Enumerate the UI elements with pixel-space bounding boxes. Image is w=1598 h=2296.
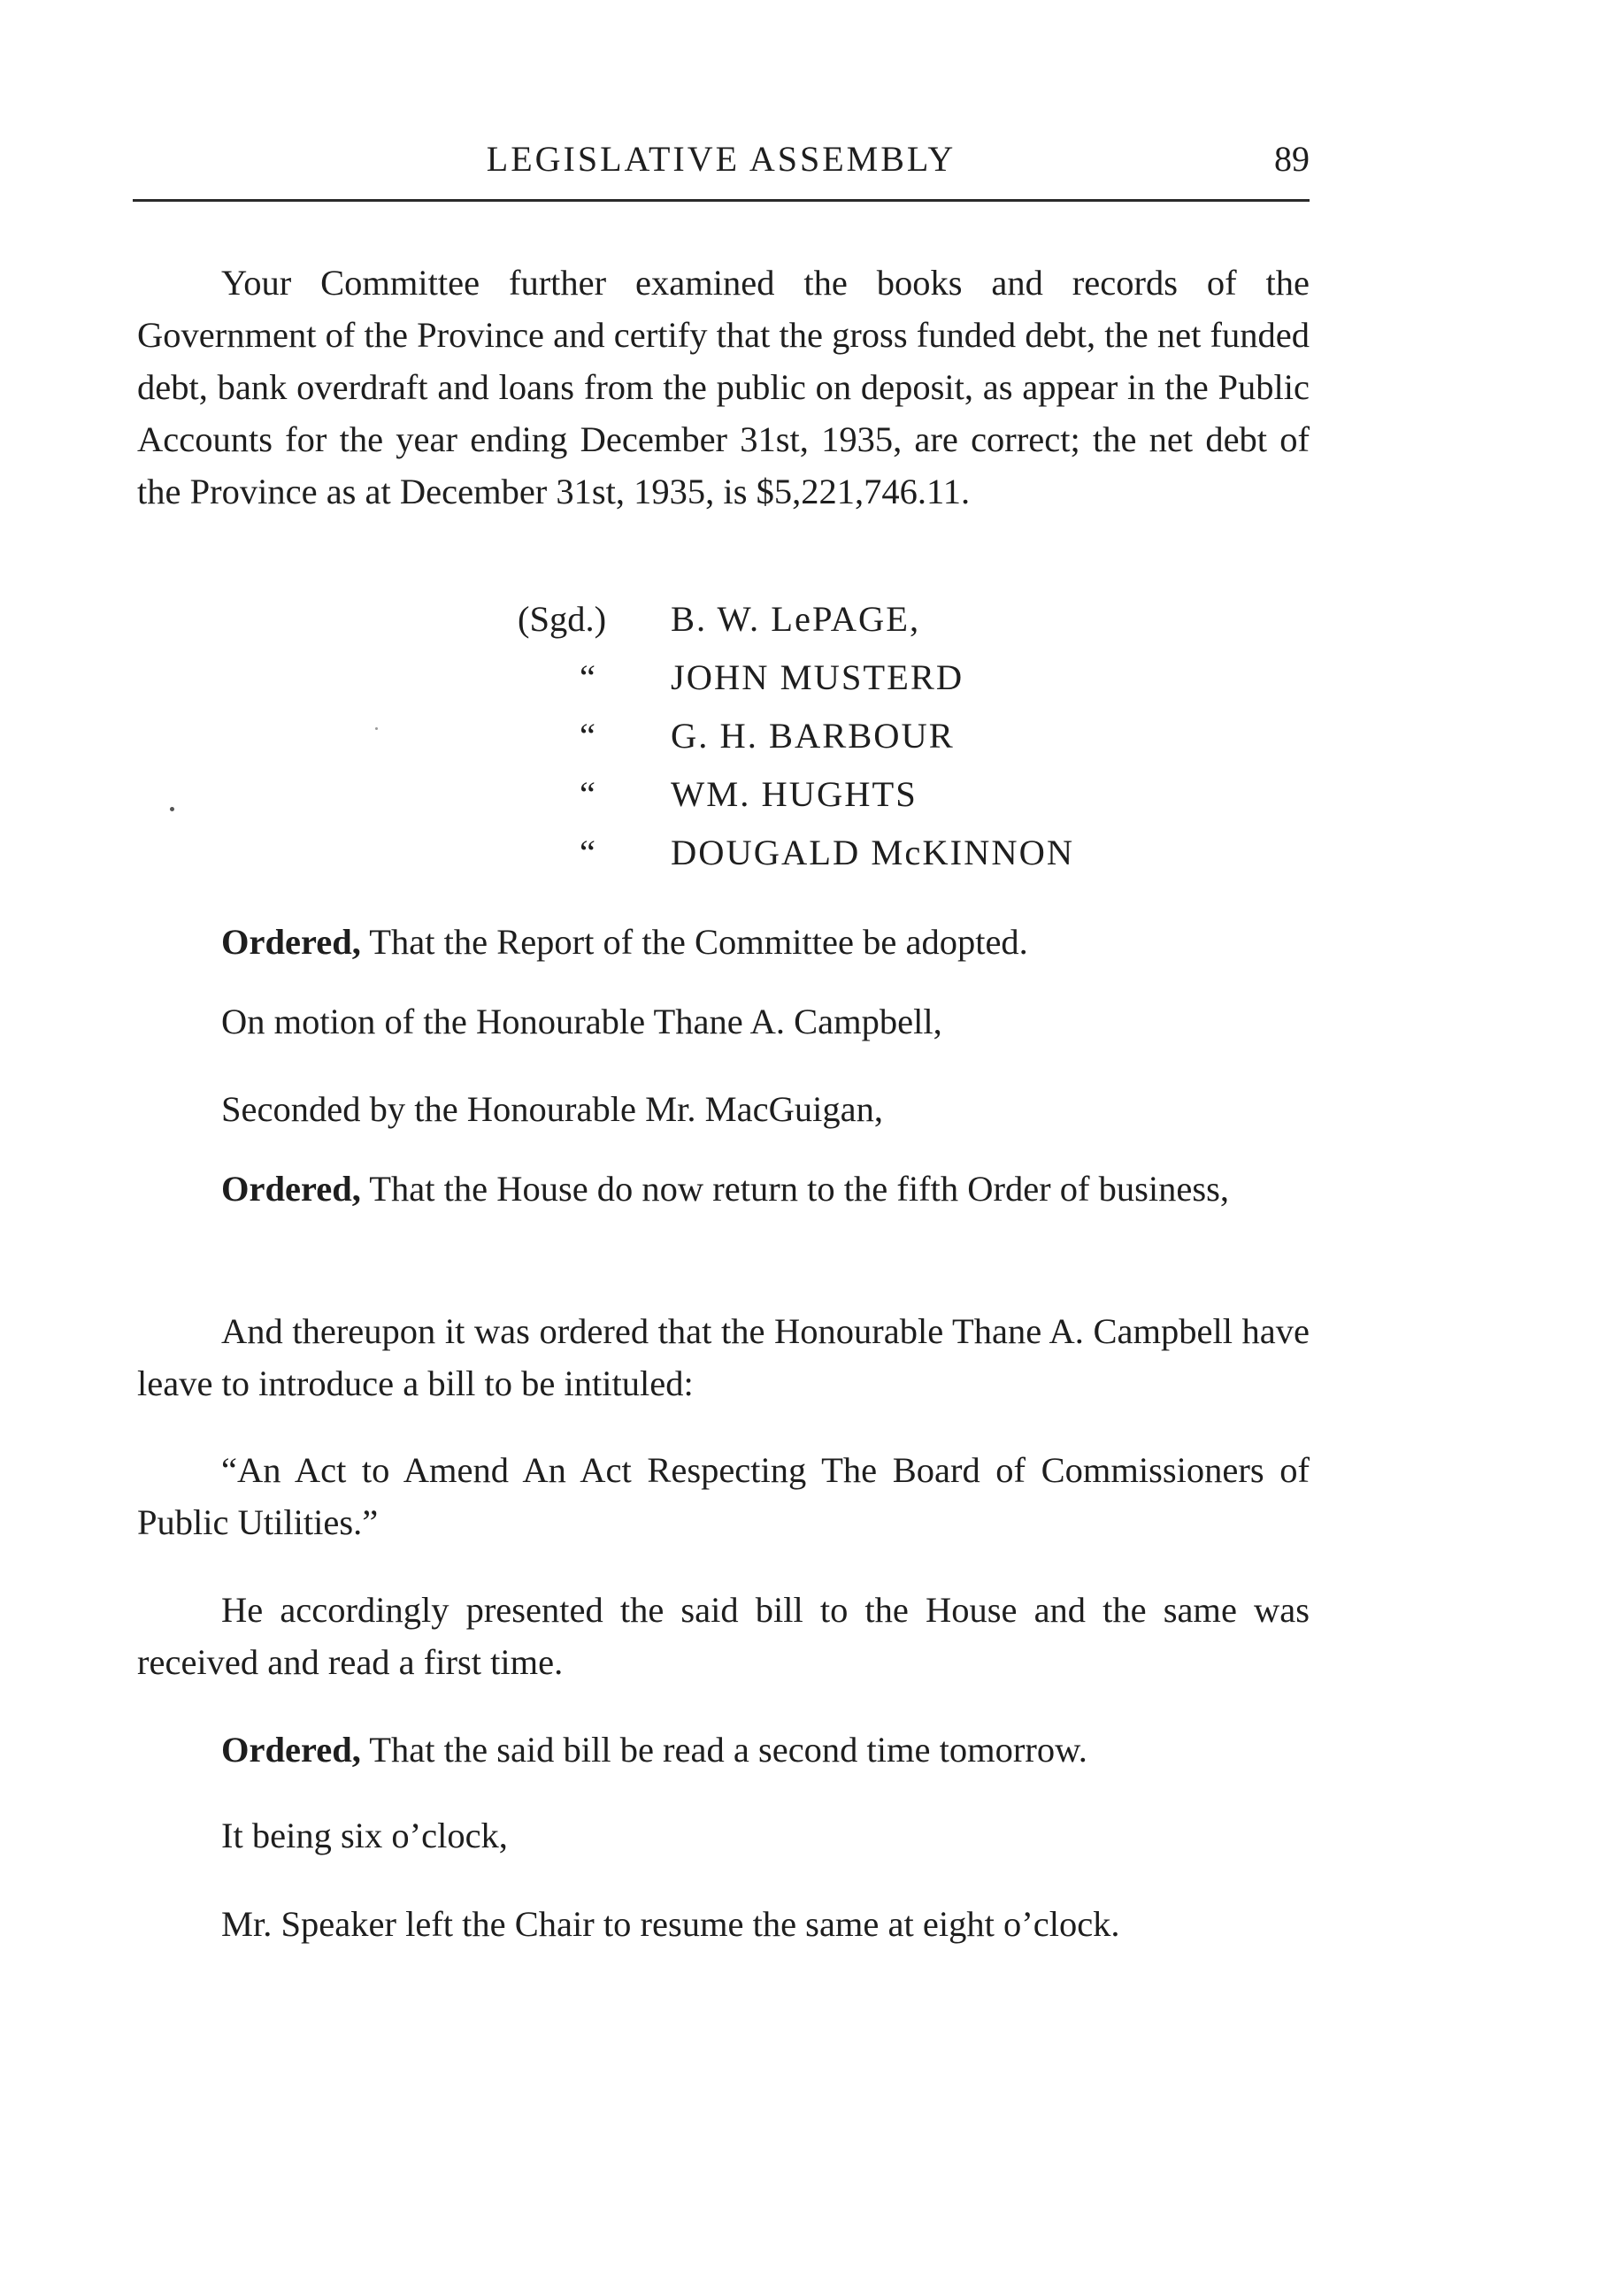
- signatory-name: DOUGALD McKINNON: [671, 833, 1075, 872]
- ordered-label: Ordered,: [221, 922, 361, 962]
- scan-speck: [375, 727, 378, 730]
- ordered-label: Ordered,: [221, 1169, 361, 1209]
- audit-paragraph: Your Committee further examined the books and records of the Government of the Province and certify that the gross funded debt, the net funded debt, bank overdraft and loans from the public on deposit, as appear in the Public Accounts for the year ending December 31st, 1935, are correct; the net debt of the Province as at December 31st, 1935, is $5,221,746.11.: [137, 263, 1310, 511]
- sgd-label: (Sgd.): [518, 599, 607, 639]
- six-oclock-line: It being six o’clock,: [221, 1816, 508, 1855]
- signatory-name: JOHN MUSTERD: [671, 657, 964, 697]
- ditto-mark: “: [580, 657, 595, 697]
- seconded-line: Seconded by the Honourable Mr. MacGuigan,: [221, 1089, 883, 1129]
- speaker-paragraph: Mr. Speaker left the Chair to resume the same at eight o’clock.: [221, 1904, 1120, 1944]
- ordered-return-paragraph: [137, 1163, 1310, 1215]
- ordered-second-line: [221, 1724, 1087, 1776]
- ordered-adopt-line: [221, 916, 1028, 968]
- ditto-mark: “: [580, 833, 595, 872]
- running-head: [133, 133, 1310, 186]
- page-number: 89: [1274, 139, 1310, 179]
- signatory-name: G. H. BARBOUR: [671, 716, 955, 756]
- signatory-name: B. W. LePAGE,: [671, 599, 921, 639]
- ordered-label: Ordered,: [221, 1730, 361, 1770]
- act-title-paragraph: “An Act to Amend An Act Respecting The Board of Commissioners of Public Utilities.”: [137, 1450, 1310, 1542]
- running-title: LEGISLATIVE ASSEMBLY: [486, 139, 956, 179]
- ordered-text: That the said bill be read a second time tomorrow.: [360, 1730, 1087, 1770]
- ditto-mark: “: [580, 774, 595, 814]
- motion-line: On motion of the Honourable Thane A. Campbell,: [221, 1002, 942, 1041]
- signatory-name: WM. HUGHTS: [671, 774, 918, 814]
- ditto-mark: “: [580, 716, 595, 756]
- ordered-text: That the Report of the Committee be adopted.: [360, 922, 1028, 962]
- thereupon-paragraph: And thereupon it was ordered that the Honourable Thane A. Campbell have leave to introduce a bill to be intituled:: [137, 1311, 1310, 1403]
- scan-speck: [170, 807, 174, 811]
- ordered-text: That the House do now return to the fifth Order of business,: [360, 1169, 1230, 1209]
- presented-paragraph: He accordingly presented the said bill to the House and the same was received and read a first time.: [137, 1590, 1310, 1682]
- header-rule: [133, 199, 1310, 202]
